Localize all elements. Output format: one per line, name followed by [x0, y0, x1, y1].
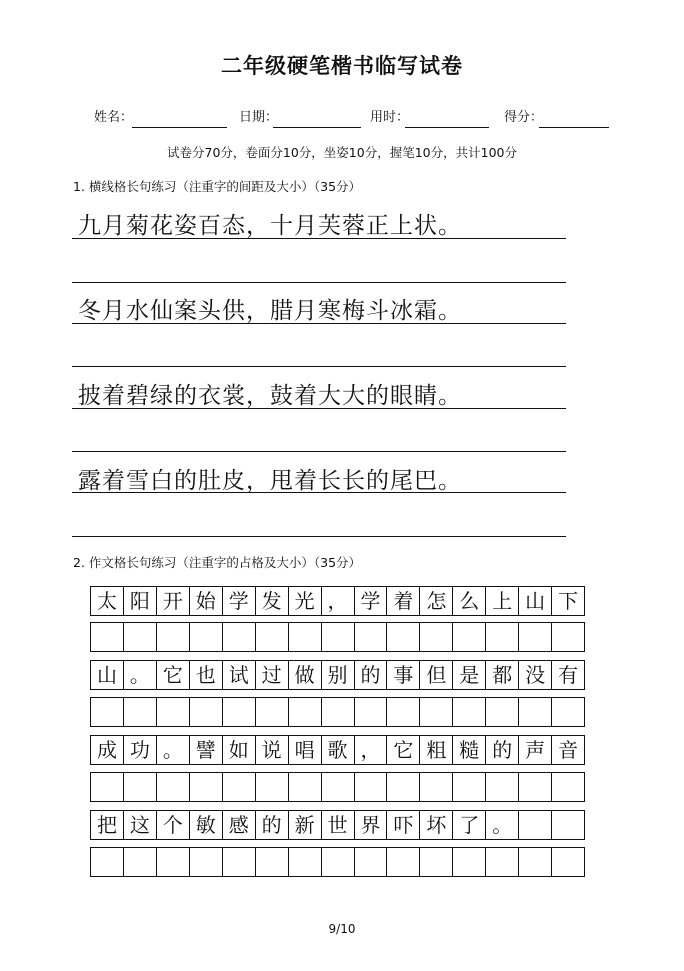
- grid-cell[interactable]: [355, 848, 388, 876]
- grid-cell: 做: [289, 661, 322, 689]
- grid-cell: 始: [190, 587, 223, 615]
- grid-cell[interactable]: [519, 623, 552, 651]
- grid-cell: 上: [486, 587, 519, 615]
- grid-cell[interactable]: [552, 773, 585, 801]
- grid-cell[interactable]: [223, 623, 256, 651]
- grid-cell: 都: [486, 661, 519, 689]
- grid-cell[interactable]: [157, 848, 190, 876]
- grid-cell[interactable]: [157, 698, 190, 726]
- grid-cell: 学: [355, 587, 388, 615]
- grid-cell[interactable]: [486, 623, 519, 651]
- grid-cell: 山: [519, 587, 552, 615]
- grid-cell: 是: [453, 661, 486, 689]
- grid-cell: 吓: [387, 811, 420, 839]
- section1-heading: 1. 横线格长句练习（注重字的间距及大小）（35分）: [73, 179, 362, 194]
- grid-cell[interactable]: [223, 698, 256, 726]
- practice-sentence: 九月菊花姿百态，十月芙蓉正上状。: [78, 213, 462, 239]
- grid-cell[interactable]: [91, 848, 124, 876]
- grid-cell[interactable]: [322, 848, 355, 876]
- grid-cell: 的: [256, 811, 289, 839]
- grid-cell: 个: [157, 811, 190, 839]
- practice-sentence: 露着雪白的肚皮，甩着长长的尾巴。: [78, 468, 462, 494]
- grid-cell: 么: [453, 587, 486, 615]
- grid-cell: 下: [552, 587, 585, 615]
- grid-cell: 糙: [453, 736, 486, 764]
- grid-cell: 新: [289, 811, 322, 839]
- grid-cell[interactable]: [552, 848, 585, 876]
- date-label: 日期：: [239, 110, 279, 125]
- date-field[interactable]: [273, 127, 361, 128]
- grid-cell: 界: [355, 811, 388, 839]
- grid-cell: 的: [355, 661, 388, 689]
- grid-cell: 也: [190, 661, 223, 689]
- grid-cell[interactable]: [387, 623, 420, 651]
- page-title: 二年级硬笔楷书临写试卷: [221, 54, 463, 78]
- grid-cell[interactable]: [355, 623, 388, 651]
- grid-cell[interactable]: [289, 698, 322, 726]
- grid-cell[interactable]: [552, 811, 585, 839]
- grid-row-practice: [90, 847, 585, 877]
- grid-cell: 成: [91, 736, 124, 764]
- writing-line[interactable]: [72, 408, 566, 409]
- writing-line[interactable]: [72, 451, 566, 452]
- grid-cell: 过: [256, 661, 289, 689]
- grid-cell: 歌: [322, 736, 355, 764]
- grid-cell: 世: [322, 811, 355, 839]
- grid-cell[interactable]: [486, 698, 519, 726]
- grid-cell[interactable]: [355, 773, 388, 801]
- writing-line[interactable]: [72, 536, 566, 537]
- grid-cell[interactable]: [519, 848, 552, 876]
- grid-row-practice: [90, 622, 585, 652]
- grid-cell[interactable]: [453, 848, 486, 876]
- grid-cell[interactable]: [387, 698, 420, 726]
- grid-cell[interactable]: [552, 623, 585, 651]
- grid-cell[interactable]: [157, 623, 190, 651]
- grid-row-model: [90, 660, 585, 690]
- score-field[interactable]: [539, 127, 609, 128]
- grid-cell: 譬: [190, 736, 223, 764]
- grid-cell: 别: [322, 661, 355, 689]
- name-label: 姓名：: [94, 110, 134, 125]
- page-number: 9/10: [328, 922, 356, 936]
- grid-cell: 山: [91, 661, 124, 689]
- grid-cell: 学: [223, 587, 256, 615]
- grid-cell: 把: [91, 811, 124, 839]
- grid-cell[interactable]: [256, 623, 289, 651]
- grid-cell[interactable]: [322, 698, 355, 726]
- grid-cell: ，: [355, 736, 388, 764]
- section2-heading: 2. 作文格长句练习（注重字的占格及大小）（35分）: [73, 555, 362, 570]
- grid-cell[interactable]: [519, 773, 552, 801]
- grid-cell[interactable]: [190, 848, 223, 876]
- grid-cell[interactable]: [190, 698, 223, 726]
- grid-cell[interactable]: [256, 773, 289, 801]
- writing-line[interactable]: [72, 492, 566, 493]
- grid-cell[interactable]: [420, 773, 453, 801]
- name-field[interactable]: [132, 127, 227, 128]
- time-label: 用时：: [370, 110, 410, 125]
- grid-cell: 坏: [420, 811, 453, 839]
- grid-cell: 唱: [289, 736, 322, 764]
- grid-cell[interactable]: [552, 698, 585, 726]
- grid-cell: 粗: [420, 736, 453, 764]
- grid-cell: 敏: [190, 811, 223, 839]
- writing-line[interactable]: [72, 282, 566, 283]
- grid-cell[interactable]: [420, 698, 453, 726]
- grid-cell: 怎: [420, 587, 453, 615]
- grid-cell[interactable]: [256, 698, 289, 726]
- grid-cell: 开: [157, 587, 190, 615]
- score-note: 试卷分70分，卷面分10分，坐姿10分，握笔10分，共计100分: [167, 145, 517, 160]
- writing-line[interactable]: [72, 323, 566, 324]
- grid-cell[interactable]: [256, 848, 289, 876]
- grid-cell[interactable]: [289, 848, 322, 876]
- grid-cell: 光: [289, 587, 322, 615]
- grid-cell: 的: [486, 736, 519, 764]
- grid-cell: 。: [157, 736, 190, 764]
- writing-line[interactable]: [72, 366, 566, 367]
- grid-cell: 声: [519, 736, 552, 764]
- grid-cell: 着: [387, 587, 420, 615]
- grid-cell: 感: [223, 811, 256, 839]
- score-label: 得分：: [504, 110, 544, 125]
- grid-row-practice: [90, 697, 585, 727]
- practice-sentence: 冬月水仙案头供，腊月寒梅斗冰霜。: [78, 298, 462, 324]
- grid-cell: 它: [387, 736, 420, 764]
- grid-cell: 这: [124, 811, 157, 839]
- grid-row-model: [90, 586, 585, 616]
- grid-cell[interactable]: [91, 773, 124, 801]
- grid-cell[interactable]: [420, 848, 453, 876]
- grid-cell[interactable]: [355, 698, 388, 726]
- grid-cell[interactable]: [486, 848, 519, 876]
- grid-cell[interactable]: [289, 623, 322, 651]
- grid-cell[interactable]: [124, 848, 157, 876]
- grid-cell: 但: [420, 661, 453, 689]
- grid-cell[interactable]: [124, 623, 157, 651]
- grid-cell: 太: [91, 587, 124, 615]
- practice-sentence: 披着碧绿的衣裳，鼓着大大的眼睛。: [78, 383, 462, 409]
- grid-cell[interactable]: [387, 848, 420, 876]
- grid-row-model: [90, 810, 585, 840]
- grid-cell[interactable]: [453, 698, 486, 726]
- grid-row-practice: [90, 772, 585, 802]
- grid-cell: 它: [157, 661, 190, 689]
- grid-cell[interactable]: [453, 773, 486, 801]
- grid-cell[interactable]: [124, 773, 157, 801]
- grid-cell[interactable]: [223, 848, 256, 876]
- grid-cell[interactable]: [190, 773, 223, 801]
- grid-cell[interactable]: [519, 698, 552, 726]
- time-field[interactable]: [405, 127, 489, 128]
- grid-cell: ，: [322, 587, 355, 615]
- grid-cell: 。: [486, 811, 519, 839]
- grid-cell: 有: [552, 661, 585, 689]
- grid-cell: 说: [256, 736, 289, 764]
- grid-cell[interactable]: [387, 773, 420, 801]
- writing-line[interactable]: [72, 238, 566, 239]
- grid-cell: 事: [387, 661, 420, 689]
- grid-cell[interactable]: [190, 623, 223, 651]
- grid-cell: 功: [124, 736, 157, 764]
- grid-cell[interactable]: [91, 623, 124, 651]
- grid-cell[interactable]: [322, 773, 355, 801]
- grid-cell[interactable]: [486, 773, 519, 801]
- grid-cell: 音: [552, 736, 585, 764]
- grid-row-model: [90, 735, 585, 765]
- grid-cell: 。: [124, 661, 157, 689]
- grid-cell: 了: [453, 811, 486, 839]
- grid-cell: 试: [223, 661, 256, 689]
- grid-cell: 阳: [124, 587, 157, 615]
- grid-cell[interactable]: [91, 698, 124, 726]
- grid-cell[interactable]: [453, 623, 486, 651]
- grid-cell[interactable]: [157, 773, 190, 801]
- grid-cell[interactable]: [420, 623, 453, 651]
- grid-cell: 发: [256, 587, 289, 615]
- grid-cell[interactable]: [519, 811, 552, 839]
- grid-cell[interactable]: [223, 773, 256, 801]
- grid-cell[interactable]: [322, 623, 355, 651]
- grid-cell: 如: [223, 736, 256, 764]
- grid-cell[interactable]: [289, 773, 322, 801]
- grid-cell[interactable]: [124, 698, 157, 726]
- grid-cell: 没: [519, 661, 552, 689]
